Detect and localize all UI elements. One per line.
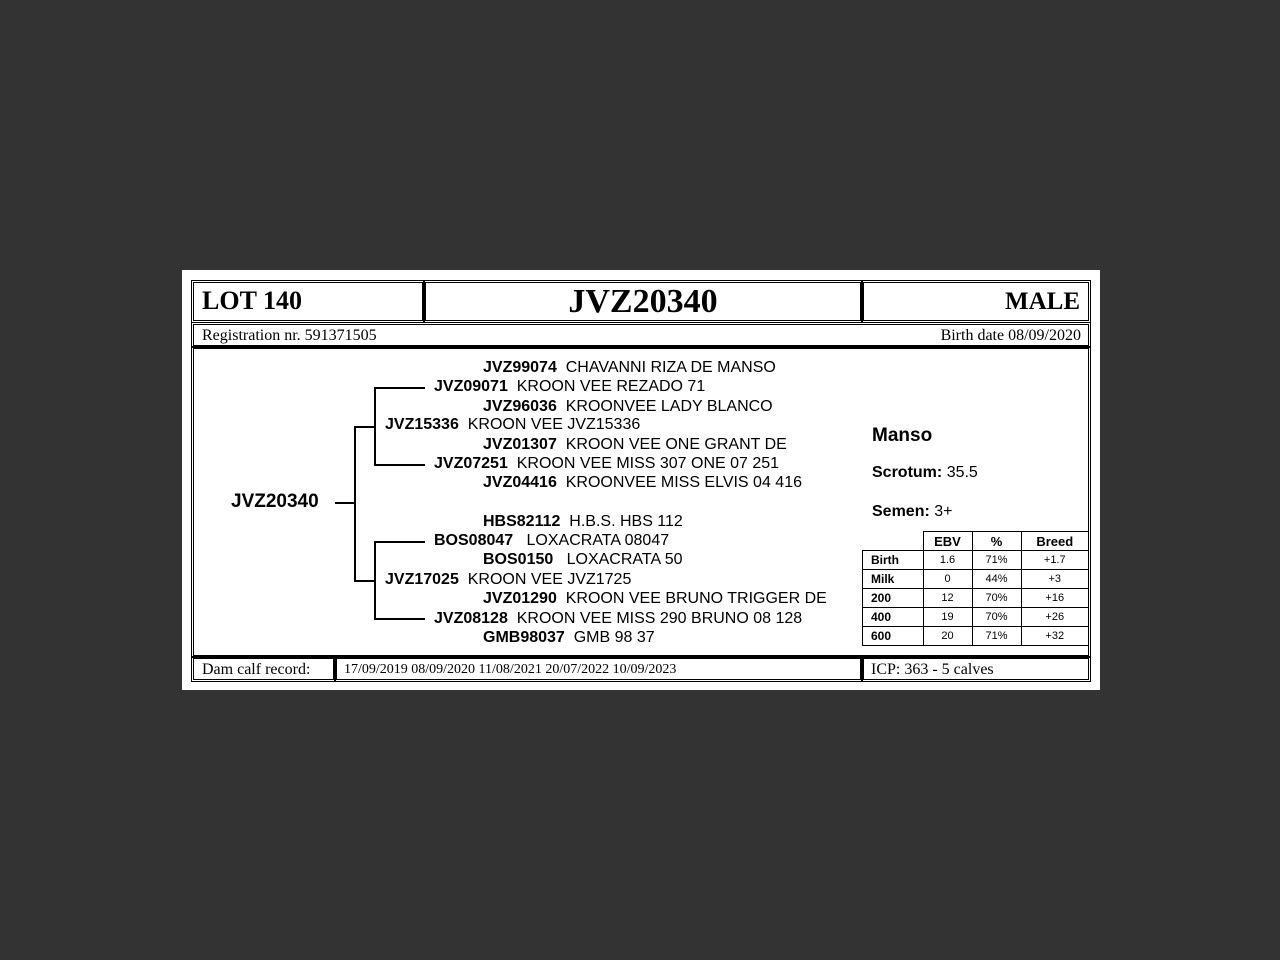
icp-summary: ICP: 363 - 5 calves <box>871 661 994 678</box>
registration-box <box>191 322 1091 348</box>
ebv-header-row <box>863 532 1089 551</box>
lot-card <box>182 270 1100 690</box>
pedigree-line <box>374 618 425 620</box>
pedigree-line <box>354 580 374 582</box>
dam-calf-label-box <box>191 656 336 682</box>
icp-box <box>861 656 1091 682</box>
ebv-row: 600 20 71% +32 <box>863 627 1089 646</box>
pedigree-line <box>335 502 355 504</box>
pedigree-line <box>354 426 374 428</box>
ebv-row: 400 19 70% +26 <box>863 608 1089 627</box>
ebv-header: % <box>972 532 1021 551</box>
dam-calf-label: Dam calf record: <box>202 661 311 678</box>
pedigree-line <box>374 387 376 465</box>
sex-box <box>861 280 1091 323</box>
pedigree-sire-sire: JVZ09071 KROON VEE REZADO 71 <box>434 378 706 395</box>
pedigree-dam-dam-dam: GMB98037 GMB 98 37 <box>483 629 655 646</box>
pedigree-dam-sire-sire: HBS82112 H.B.S. HBS 112 <box>483 513 683 530</box>
pedigree-sire-dam-sire: JVZ01307 KROON VEE ONE GRANT DE <box>483 436 787 453</box>
dam-calf-dates-box <box>334 656 863 682</box>
ebv-row: Milk 0 44% +3 <box>863 570 1089 589</box>
animal-id-box <box>423 280 863 323</box>
semen-grade: Semen: 3+ <box>872 503 953 520</box>
breed-name: Manso <box>872 425 933 446</box>
pedigree-sire-dam: JVZ07251 KROON VEE MISS 307 ONE 07 251 <box>434 455 780 472</box>
pedigree-dam-dam: JVZ08128 KROON VEE MISS 290 BRUNO 08 128 <box>434 610 803 627</box>
ebv-table <box>862 531 1089 646</box>
ebv-row: 200 12 70% +16 <box>863 589 1089 608</box>
pedigree-sire: JVZ15336 KROON VEE JVZ15336 <box>385 416 641 433</box>
pedigree-line <box>374 541 425 543</box>
pedigree-line <box>374 541 376 619</box>
pedigree-line <box>354 426 356 581</box>
ebv-header: EBV <box>923 532 972 551</box>
lot-number: LOT 140 <box>202 286 302 315</box>
scrotum-measure: Scrotum: 35.5 <box>872 464 978 481</box>
pedigree-dam: JVZ17025 KROON VEE JVZ1725 <box>385 571 632 588</box>
animal-id-title: JVZ20340 <box>568 283 718 320</box>
pedigree-animal: JVZ20340 <box>231 491 319 512</box>
pedigree-dam-sire: BOS08047 LOXACRATA 08047 <box>434 532 670 549</box>
pedigree-sire-sire-dam: JVZ96036 KROONVEE LADY BLANCO <box>483 398 773 415</box>
ebv-header: Breed <box>1021 532 1089 551</box>
ebv-row: Birth 1.6 71% +1.7 <box>863 551 1089 570</box>
sex-label: MALE <box>1005 288 1080 315</box>
pedigree-line <box>374 464 425 466</box>
pedigree-sire-sire-sire: JVZ99074 CHAVANNI RIZA DE MANSO <box>483 359 776 376</box>
pedigree-dam-dam-sire: JVZ01290 KROON VEE BRUNO TRIGGER DE <box>483 590 827 607</box>
pedigree-line <box>374 387 425 389</box>
birth-date: Birth date 08/09/2020 <box>940 327 1081 344</box>
lot-box <box>191 280 425 323</box>
registration-number: Registration nr. 591371505 <box>202 327 377 344</box>
pedigree-dam-sire-dam: BOS0150 LOXACRATA 50 <box>483 551 683 568</box>
pedigree-sire-dam-dam: JVZ04416 KROONVEE MISS ELVIS 04 416 <box>483 474 802 491</box>
dam-calf-dates: 17/09/2019 08/09/2020 11/08/2021 20/07/2022 10/09/2023 <box>344 662 677 677</box>
